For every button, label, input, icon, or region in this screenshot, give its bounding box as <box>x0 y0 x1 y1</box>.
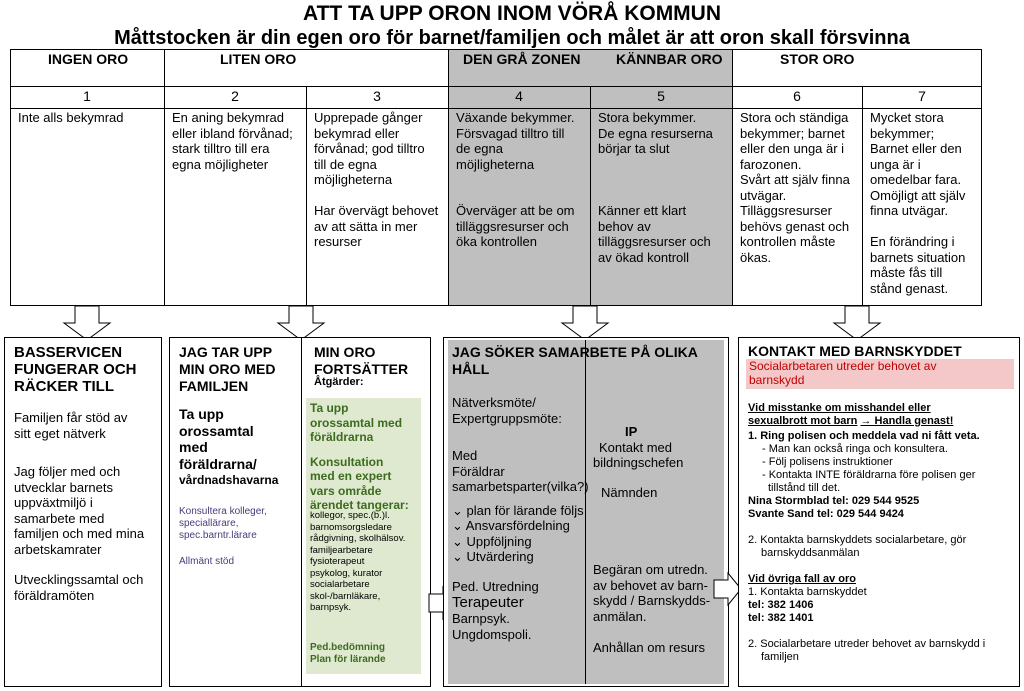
level-7-text: Mycket stora bekymmer; Barnet eller den unga är i omedelbar fara. Omöjligt att själv finna utvägar. En förändring i barnets situation måste fås till stånd genast. <box>870 110 966 296</box>
level-number: 1 <box>83 88 91 104</box>
box-min-oro-heading: JAG TAR UPP MIN ORO MED FAMILJEN <box>179 344 276 394</box>
level-number: 6 <box>793 88 801 104</box>
page-title: ATT TA UPP ORON INOM VÖRÅ KOMMUN <box>302 2 722 25</box>
level-6-text: Stora och ständiga bekymmer; barnet eller den unga är i farozonen. Svårt att själv finna utvägar. Tilläggsresurser behövs genast och kontrollen måste ökas. <box>740 110 850 265</box>
box-samarbete-left: Nätverksmöte/ Expertgruppsmöte: Med Föräldrar samarbetsparter(vilka?) ⌄ plan för lärande följs ⌄ Ansvarsfördelning ⌄ Uppföljning ⌄ Utvärdering Ped. Utredning Terapeuter Barnpsyk. Ungdomspoli. <box>452 395 589 642</box>
level-2-text: En aning bekymrad eller ibland förvånad; stark tilltro till era egna möjligheter <box>172 110 293 172</box>
level-4-text: Växande bekymmer. Försvagad tilltro till de egna möjligheterna Överväger att be om tilläggsresurser och öka kontrollen <box>456 110 575 249</box>
box-min-oro-action: Ta upp orossamtal med föräldrarna/ vårdnadshavarna <box>179 406 279 487</box>
box-barnskydd-heading: KONTAKT MED BARNSKYDDET <box>748 343 962 359</box>
header-gra-zonen: DEN GRÅ ZONEN <box>463 51 581 67</box>
level-number: 5 <box>657 88 665 104</box>
down-arrow-icon <box>62 305 112 341</box>
box-samarbete-heading: JAG SÖKER SAMARBETE PÅ OLIKA HÅLL <box>452 344 698 377</box>
header-kannbar-oro: KÄNNBAR ORO <box>616 51 723 67</box>
misstanke-section: Vid misstanke om misshandel eller sexualbrott mot barn → Handla genast! <box>748 402 954 427</box>
box-min-oro-consult: Konsultera kolleger, speciallärare, spec.barntr.lärare <box>179 506 267 541</box>
level-number: 2 <box>231 88 239 104</box>
level-number: 7 <box>918 88 926 104</box>
box-basservice-heading: BASSERVICEN FUNGERAR OCH RÄCKER TILL <box>14 344 137 395</box>
header-ingen-oro: INGEN ORO <box>48 51 129 67</box>
level-5-text: Stora bekymmer. De egna resurserna börjar ta slut Känner ett klart behov av tilläggsresurser och av ökad kontroll <box>598 110 713 265</box>
box-samarbete-right: IP Kontakt med bildningschefen Nämnden Begäran om utredn. av behovet av barn- skydd / Barnskydds- anmälan. Anhållan om resurs <box>593 424 711 655</box>
box-barnskydd <box>738 337 1020 687</box>
atgarder-panel: Ta upp orossamtal med föräldrarna Konsultation med en expert vars område ärendet tangerar: kollegor, spec.(b.)l. barnomsorgsledare rådgivning, skolhälsov. familjearbetare fysioterapeut psykolog, kurator socialarbetare skol-/barnläkare, barnpsyk. Ped.bedömning Plan för lärande <box>306 398 421 674</box>
level-1-text: Inte alls bekymrad <box>18 110 124 125</box>
box-min-oro-support: Allmänt stöd <box>179 556 235 567</box>
atgarder-label: Åtgärder: <box>314 376 364 388</box>
box-basservice-text: Familjen får stöd av sitt eget nätverk Jag följer med och utvecklar barnets uppväxtmiljö i samarbete med familjen och med mina arbetskamrater Utvecklingssamtal och föräldramöten <box>14 410 145 603</box>
level-number: 4 <box>515 88 523 104</box>
down-arrow-icon <box>276 305 326 341</box>
down-arrow-icon <box>832 305 882 341</box>
down-arrow-icon <box>560 305 610 341</box>
header-liten-oro: LITEN ORO <box>220 51 297 67</box>
level-number: 3 <box>373 88 381 104</box>
barnskydd-steps: 1. Ring polisen och meddela vad ni fått veta. - Man kan också ringa och konsultera. - Följ polisens instruktioner - Kontakta INTE föräldrarna före polisen ger tillstånd till det. Nina Stormblad tel: 029 544 9525 Svante Sand tel: 029 544 9424 2. Kontakta barnskyddets socialarbetare, gör barnskyddsanmälan Vid övriga fall av oro 1. Kontakta barnskyddet tel: 382 1406 tel: 382 1401 2. Socialarbetare utreder behovet av barnskydd i familjen <box>748 430 986 663</box>
box-samarbete <box>443 337 729 687</box>
box-min-oro <box>169 337 431 687</box>
box-oro-fortsatter-heading: MIN ORO FORTSÄTTER <box>314 344 409 377</box>
header-stor-oro: STOR ORO <box>780 51 855 67</box>
barnskydd-highlight: Socialarbetaren utreder behovet av barnskydd <box>746 359 1014 389</box>
page-subtitle: Måttstocken är din egen oro för barnet/familjen och målet är att oron skall försvinna <box>114 27 910 49</box>
box-basservice <box>4 337 162 687</box>
level-3-text: Upprepade gånger bekymrad eller förvånad; god tilltro till de egna möjligheterna Har övervägt behovet av att sätta in mer resurser <box>314 110 439 249</box>
